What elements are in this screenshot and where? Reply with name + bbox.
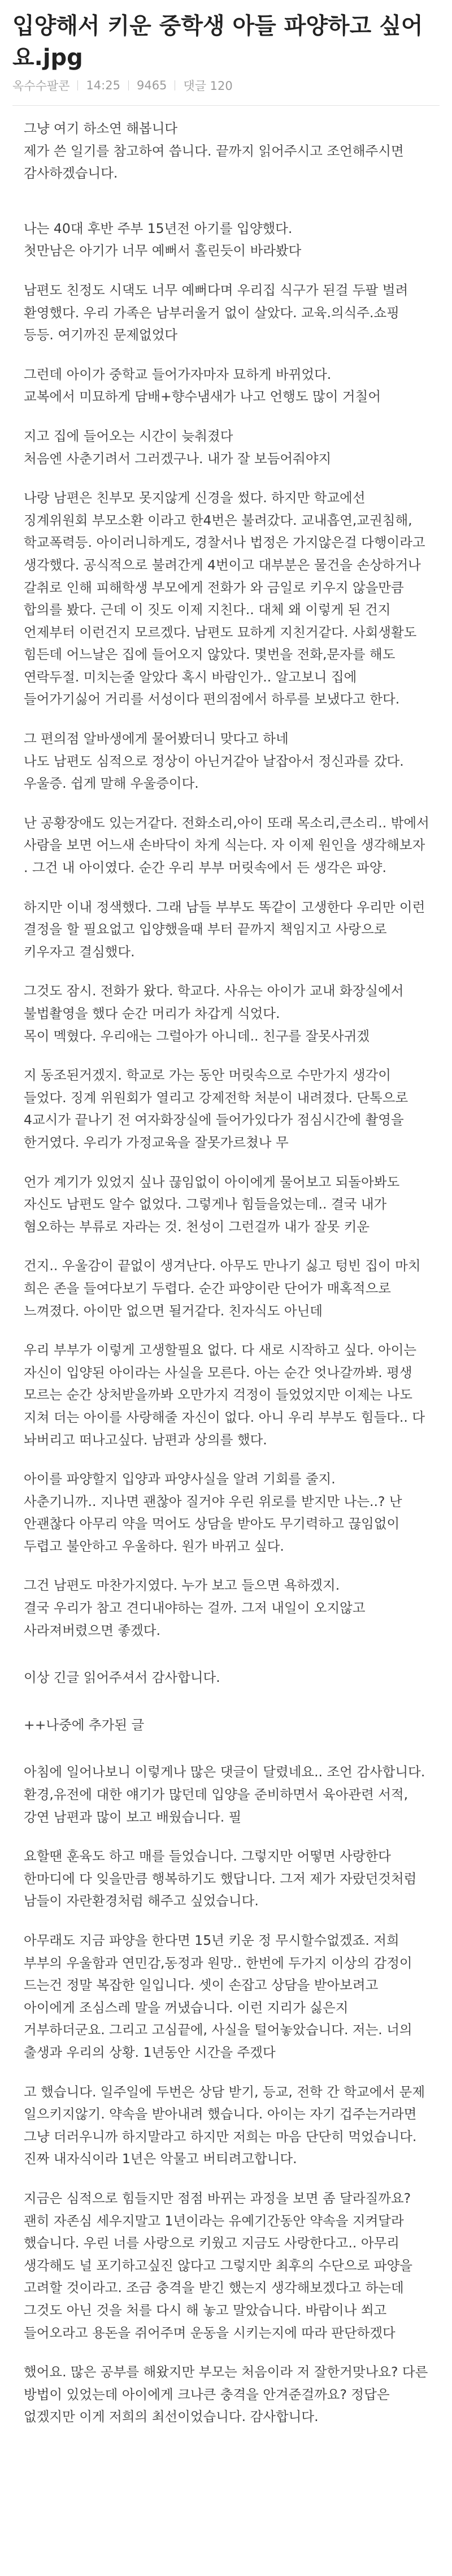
paragraph: 그것도 잠시. 전화가 왔다. 학교다. 사유는 아이가 교내 화장실에서 불법촬영을 했다 순간 머리가 차갑게 식었다. 목이 멕혔다. 우리애는 그럴아가 아니데.. 친구를 잘못사귀겠 — [24, 983, 404, 1044]
author-name[interactable]: 옥수수팔콘 — [12, 79, 70, 93]
header-divider — [12, 105, 440, 106]
post-title: 입양해서 키운 중학생 아들 파양하고 싶어요.jpg — [12, 13, 423, 71]
paragraph: 요할땐 훈육도 하고 매를 들었습니다. 그렇지만 어떻면 사랑한다 한마디에 다 잊을만큼 행복하기도 했답니다. 그저 제가 자랐던것처럼 남들이 자란환경처럼 해주고 싶었습니다. — [24, 1848, 421, 1909]
meta-divider — [77, 80, 78, 90]
post-time: 14:25 — [86, 79, 120, 92]
paragraph: 고 했습니다. 일주일에 두번은 상담 받기, 등교, 전학 간 학교에서 문제 일으키지않기. 약속을 받아내려 했습니다. 아이는 자기 겁주는거라면 그냥 더러우니까 하지말라고 하지만 저희는 마음 단단히 먹었습니다. 진짜 내자식이라 1년은 악물고 버티려고합니다. — [24, 2083, 425, 2167]
paragraph: 우리 부부가 이렇게 고생할필요 없다. 다 새로 시작하고 싶다. 아이는 자신이 입양된 아이라는 사실을 모른다. 아는 순간 엇나갈까봐. 평생 모르는 순간 상처받을까봐 오만가지 걱정이 들었었지만 이제는 나도 지쳐 더는 아이를 사랑해줄 자신이 없다. 아니 우리 부부도 힘들다.. 다 놔버리고 떠나고싶다. 남편과 상의를 했다. — [24, 1342, 429, 1448]
paragraph: 언가 계기가 있었지 싶나 끊임없이 아이에게 물어보고 되돌아봐도 자신도 남편도 알수 없었다. 그렇게나 힘들을었는데.. 결국 내가 혐오하는 부류로 자라는 것. 천성이 그런걸까 내가 잘못 키운 — [24, 1173, 404, 1235]
paragraph: 아무래도 지금 파양을 한다면 15년 키운 정 무시할수없겠죠. 저희 부부의 우울함과 연민감,동정과 원망.. 한번에 두가지 이상의 감정이 드는건 정말 복잡한 일입니다. 셋이 손잡고 상담을 받아보려고 아이에게 조심스레 말을 꺼냈습니다. 이런 지리가 싫은지 거부하더군요. 그리고 고심끝에, 사실을 털어놓았습니다. 저는. 너의 출생과 우리의 상황. 1년동안 시간을 주겠다 — [24, 1932, 417, 2060]
paragraph: 하지만 이내 정색했다. 그래 남들 부부도 똑같이 고생한다 우리만 이런 결정을 할 필요없고 입양했을때 부터 끝까지 책임지고 사랑으로 키우자고 결심했다. — [24, 899, 429, 960]
added-note-heading: ++나중에 추가된 글 — [24, 1716, 145, 1733]
meta-divider — [128, 80, 129, 90]
paragraph: 그런데 아이가 중학교 들어가자마자 묘하게 바뀌었다. 교복에서 미묘하게 담배+향수냄새가 나고 언행도 많이 거칠어 — [24, 366, 381, 405]
paragraph: 남편도 친정도 시댁도 너무 예뻐다며 우리집 식구가 된걸 두팔 벌려 환영했다. 우리 가족은 남부러울거 없이 살았다. 교육.의식주.쇼핑 등등. 여기까진 문제없었다 — [24, 282, 412, 343]
paragraph: 아이를 파양할지 입양과 파양사실을 알려 기회를 줄지. 사춘기니까.. 지나면 괜찮아 질거야 우린 위로를 받지만 나는..? 난 안괜찮다 아무리 약을 먹어도 상담을 받아도 무기력하고 끊임없이 두렵고 불안하고 우울하다. 원가 바뀌고 싶다. — [24, 1471, 402, 1554]
paragraph: 그냥 여기 하소연 해봅니다 제가 쓴 일기를 참고하여 씁니다. 끝까지 읽어주시고 조언해주시면 감사하겠습니다. — [24, 120, 404, 182]
paragraph: 지고 집에 들어오는 시간이 늦춰졌다 처음엔 사춘기려서 그러겠구나. 내가 잘 보듬어줘야지 — [24, 428, 332, 467]
paragraph: 아침에 일어나보니 이렇게나 많은 댓글이 달렸네요.. 조언 감사합니다. 환경,유전에 대한 얘기가 많던데 입양을 준비하면서 육아관련 서적,강연 남편과 많이 보고 배웠습니다. 필 — [24, 1764, 429, 1825]
paragraph: 나는 40대 후반 주부 15년전 아기를 입양했다. 첫만남은 아기가 너무 예뻐서 홀린듯이 바라봤다 — [24, 220, 302, 259]
paragraph: 건지.. 우울감이 끝없이 생겨난다. 아무도 만나기 싫고 텅빈 집이 마치 희은 존을 들여다보기 두렵다. 순간 파양이란 단어가 매혹적으로 느껴졌다. 아이만 없으면 될거같다. 친자식도 아닌데 — [24, 1258, 425, 1319]
post-meta — [12, 77, 440, 93]
paragraph: 지금은 심적으로 힘들지만 점점 바뀌는 과정을 보면 좀 달라질까요? 괜히 자존심 세우지말고 1년이라는 유예기간동안 약속을 지켜달라 했습니다. 우린 너를 사랑으로 키웠고 지금도 사랑한다고.. 아무리 생각해도 널 포기하고싶진 않다고 그렇지만 최후의 수단으로 파양을 고려할 것이라고. 조금 충격을 받긴 했는지 생각해보겠다고 하는데 그것도 아닌 것을 처를 다시 해 놓고 말았습니다. 바람이나 쐬고 들어오라고 용돈을 쥐어주며 운동을 시키는지에 따라 판단하겠다 — [24, 2190, 417, 2341]
closing-thanks: 이상 긴글 읽어주셔서 감사합니다. — [24, 1669, 220, 1686]
paragraph: 나랑 남편은 친부모 못지않게 신경을 썼다. 하지만 학교에선 징계위원회 부모소환 이라고 한4번은 불려갔다. 교내흡연,교권침해,학교폭력등. 아이러니하게도, 경찰서나 법정은 가지않은걸 다행이라고 생각했다. 공식적으로 불려간게 4번이고 대부분은 물건을 손상하거나 갈취로 인해 피해학생 부모에게 전화가 와 금일로 키우지 않을만큼 합의를 봤다. 근데 이 짓도 이제 지친다.. 대체 왜 이렇게 된 건지 언제부터 이런건지 모르겠다. 남편도 묘하게 지친거같다. 사회생활도 힘든데 어느날은 집에 들어오지 않았다. 몇번을 전화,문자를 해도 연락두절. 미치는줄 알았다 혹시 바람인가.. 알고보니 집에 들어가기싫어 거리를 서성이다 편의점에서 하루를 보냈다고 한다. — [24, 490, 430, 707]
comment-count-link[interactable]: 댓글 120 — [183, 79, 233, 93]
view-count: 9465 — [136, 79, 167, 92]
paragraph: 그건 남편도 마찬가지였다. 누가 보고 들으면 욕하겠지. 결국 우리가 참고 견디내야하는 걸까. 그저 내일이 오지않고 사라져버렸으면 좋겠다. — [24, 1577, 366, 1638]
paragraph: 했어요. 많은 공부를 해왔지만 부모는 처음이라 저 잘한거맞나요? 다른 방법이 있었는데 아이에게 크나큰 충격을 안겨준걸까요? 정답은 없겠지만 이게 저희의 최선이었습니다. 감사합니다. — [24, 2364, 432, 2425]
paragraph: 그 편의점 알바생에게 물어봤더니 맞다고 하네 나도 남편도 심적으로 정상이 아닌거같아 날잡아서 정신과를 갔다. 우울증. 쉽게 말해 우울증이다. — [24, 731, 404, 792]
paragraph: 난 공황장애도 있는거같다. 전화소리,아이 또래 목소리,큰소리.. 밖에서 사람을 보면 어느새 손바닥이 차게 식는다. 자 이제 원인을 생각해보자 . 그건 내 아이였다. 순간 우리 부부 머릿속에서 든 생각은 파양. — [24, 814, 434, 876]
paragraph: 지 동조된거겠지. 학교로 가는 동안 머릿속으로 수만가지 생각이 들었다. 징계 위원회가 열리고 강제전학 처분이 내려졌다. 단톡으로 4교시가 끝나기 전 여자화장실에 들어가있다가 점심시간에 촬영을 한거였다. 우리가 가정교육을 잘못가르쳤나 무 — [24, 1067, 412, 1150]
post-body — [24, 118, 434, 2428]
